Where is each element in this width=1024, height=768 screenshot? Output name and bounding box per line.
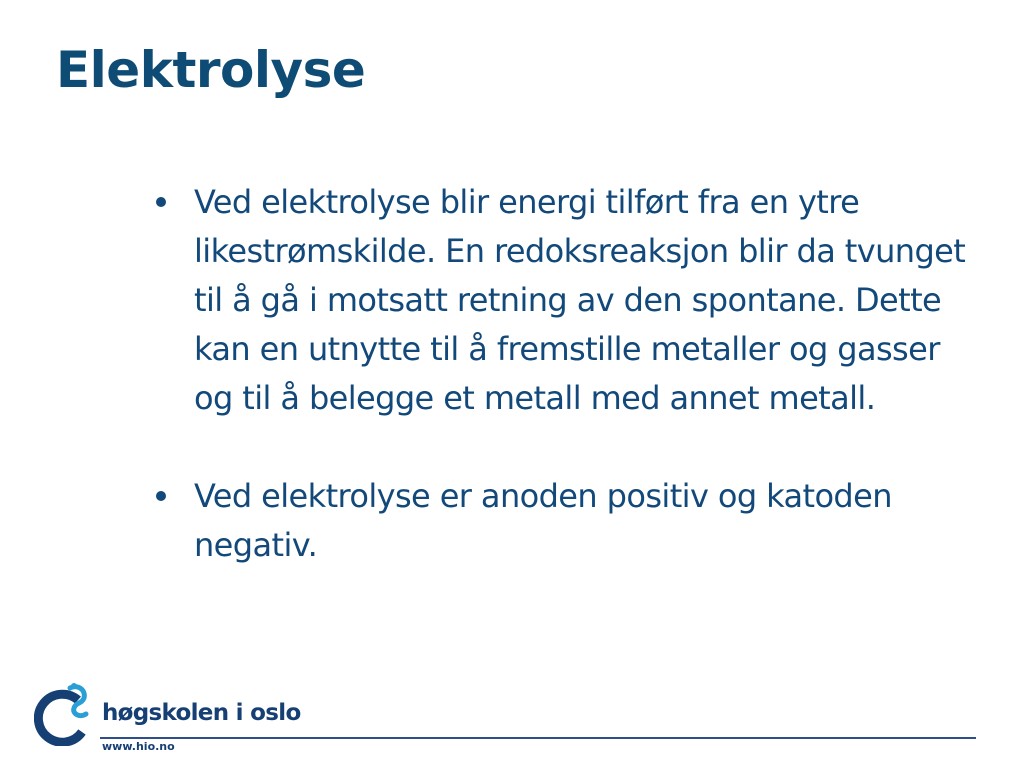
footer: [34, 672, 976, 762]
footer-url: www.hio.no: [102, 740, 175, 753]
bullet-list: [154, 178, 974, 570]
bullet-dot-icon: [156, 197, 166, 207]
hio-logo-icon: [34, 680, 96, 746]
bullet-text: Ved elektrolyse er anoden positiv og katoden negativ.: [194, 477, 892, 564]
bullet-dot-icon: [156, 491, 166, 501]
logo-wordmark: høgskolen i oslo: [102, 700, 301, 726]
footer-divider: [100, 737, 976, 739]
bullet-item: [154, 178, 974, 423]
bullet-item: [154, 472, 974, 570]
slide-title: Elektrolyse: [56, 41, 366, 99]
bullet-text: Ved elektrolyse blir energi tilført fra en ytre likestrømskilde. En redoksreaksjon blir da tvunget til å gå i motsatt retning av den spontane. Dette kan en utnytte til å fremstille metaller og gasser og til å belegge et metall med annet metall.: [194, 183, 966, 417]
